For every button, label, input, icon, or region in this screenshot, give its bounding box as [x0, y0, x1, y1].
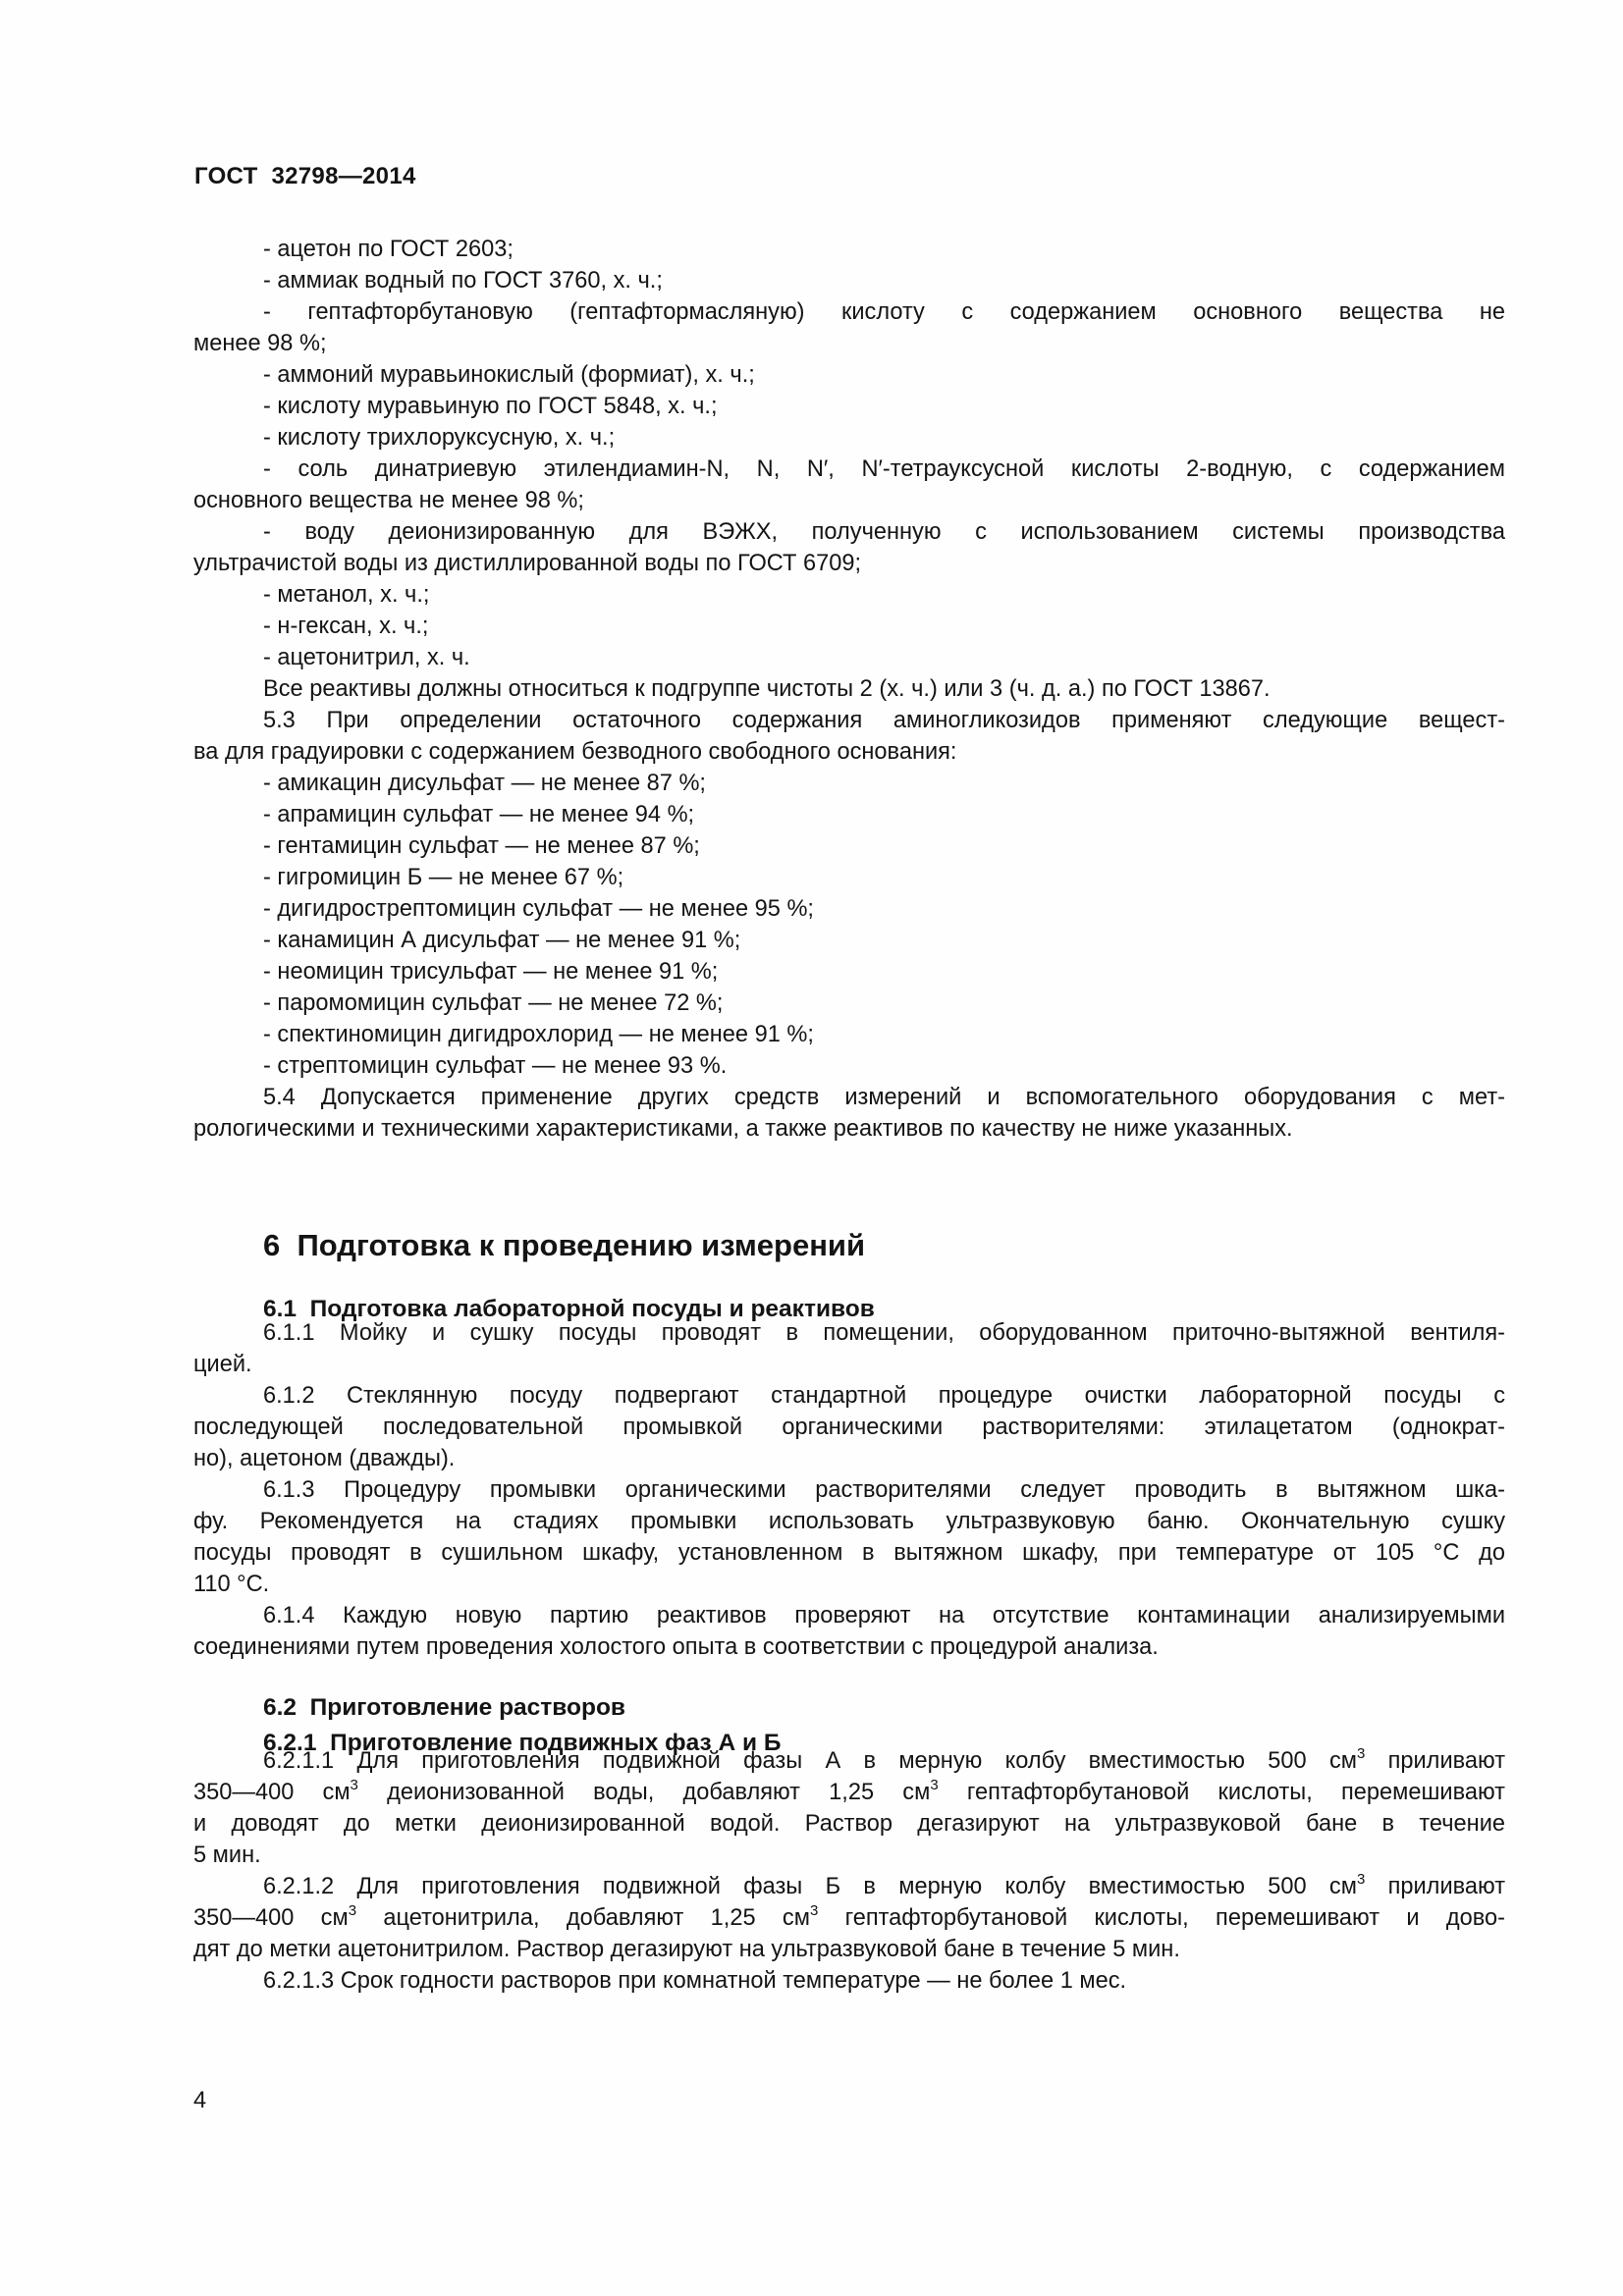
text-span: 5 мин. [193, 1842, 261, 1868]
superscript: 3 [350, 1777, 358, 1793]
text-line: - канамицин А дисульфат — не менее 91 %; [263, 928, 741, 953]
text-line [193, 1840, 1505, 1871]
text-span: 350—400 см [193, 1780, 351, 1805]
text-span: 6.2.1.1 Для приготовления подвижной фазы А в мерную колбу вместимостью 500 см [263, 1748, 1357, 1774]
text-span: приливают [1365, 1874, 1505, 1899]
text-line: ультрачистой воды из дистиллированной воды по ГОСТ 6709; [193, 551, 862, 576]
text-line [263, 1871, 1505, 1902]
subsection-heading-6-1: 6.1 Подготовка лабораторной посуды и реактивов [263, 1296, 875, 1322]
superscript: 3 [348, 1902, 357, 1919]
subsection-heading-6-2: 6.2 Приготовление растворов [263, 1694, 625, 1721]
text-line: - гигромицин Б — не менее 67 %; [263, 865, 624, 890]
text-line: - апрамицин сульфат — не менее 94 %; [263, 802, 695, 828]
text-span: ацетонитрила, добавляют 1,25 см [356, 1905, 810, 1931]
page-number: 4 [193, 2088, 207, 2113]
text-span: деионизованной воды, добавляют 1,25 см [357, 1780, 931, 1805]
text-span: 6.2.1.3 Срок годности растворов при комнатной температуре — не более 1 мес. [263, 1968, 1127, 1994]
text-line: - ацетонитрил, х. ч. [263, 645, 470, 670]
text-line: 6.1.2 Стеклянную посуду подвергают стандартной процедуре очистки лабораторной посуды с [263, 1383, 1505, 1409]
text-line: - воду деионизированную для ВЭЖХ, полученную с использованием системы производства [263, 519, 1505, 545]
text-line: - гептафторбутановую (гептафтормасляную) кислоту с содержанием основного вещества не [263, 299, 1505, 325]
text-line: - н-гексан, х. ч.; [263, 614, 429, 639]
text-line: - амикацин дисульфат — не менее 87 %; [263, 771, 706, 796]
text-line: - стрептомицин сульфат — не менее 93 %. [263, 1053, 728, 1079]
text-line: - кислоту трихлоруксусную, х. ч.; [263, 425, 616, 451]
text-line [263, 1745, 1505, 1777]
text-line: цией. [193, 1352, 252, 1377]
text-line: 6.1.4 Каждую новую партию реактивов проверяют на отсутствие контаминации анализируемыми [263, 1603, 1505, 1629]
text-span: 6.2.1.2 Для приготовления подвижной фазы Б в мерную колбу вместимостью 500 см [263, 1874, 1357, 1899]
text-line: 5.4 Допускается применение других средств измерений и вспомогательного оборудования с мет- [263, 1085, 1505, 1110]
text-span: гептафторбутановой кислоты, перемешивают и дово- [818, 1905, 1506, 1931]
text-line: основного вещества не менее 98 %; [193, 488, 584, 513]
subsection-heading-6-2-1: 6.2.1 Приготовление подвижных фаз А и Б [263, 1730, 782, 1756]
text-line [193, 1808, 1505, 1840]
text-line: фу. Рекомендуется на стадиях промывки использовать ультразвуковую баню. Окончательную сушку [193, 1509, 1505, 1534]
superscript: 3 [1356, 1745, 1366, 1762]
text-line: - дигидрострептомицин сульфат — не менее 95 %; [263, 896, 814, 922]
section-heading-6: 6 Подготовка к проведению измерений [263, 1228, 866, 1262]
text-line: 6.1.1 Мойку и сушку посуды проводят в помещении, оборудованном приточно-вытяжной вентиля- [263, 1320, 1505, 1346]
document-header-standard-id: ГОСТ 32798—2014 [194, 163, 416, 189]
text-span: 350—400 см [193, 1905, 349, 1931]
text-line: соединениями путем проведения холостого опыта в соответствии с процедурой анализа. [193, 1634, 1159, 1660]
text-line [193, 1902, 1505, 1934]
text-line: рологическими и техническими характеристиками, а также реактивов по качеству не ниже указанных. [193, 1116, 1293, 1142]
text-line [193, 1934, 1505, 1965]
text-line: - гентамицин сульфат — не менее 87 %; [263, 833, 700, 859]
text-line: но), ацетоном (дважды). [193, 1446, 456, 1471]
text-line: последующей последовательной промывкой органическими растворителями: этилацетатом (однократ- [193, 1415, 1505, 1440]
text-line [263, 1965, 1505, 1997]
text-span: дят до метки ацетонитрилом. Раствор дегазируют на ультразвуковой бане в течение 5 мин. [193, 1937, 1180, 1962]
text-line: посуды проводят в сушильном шкафу, установленном в вытяжном шкафу, при температуре от 105 °С до [193, 1540, 1505, 1566]
text-line: - соль динатриевую этилендиамин-N, N, N′, N′-тетрауксусной кислоты 2-водную, с содержанием [263, 456, 1505, 482]
text-line: - ацетон по ГОСТ 2603; [263, 237, 514, 262]
text-line: - неомицин трисульфат — не менее 91 %; [263, 959, 719, 985]
text-line: 5.3 При определении остаточного содержания аминогликозидов применяют следующие вещест- [263, 708, 1505, 733]
superscript: 3 [930, 1777, 939, 1793]
text-line: ва для градуировки с содержанием безводного свободного основания: [193, 739, 957, 765]
text-line [193, 1777, 1505, 1808]
text-line: - спектиномицин дигидрохлорид — не менее 91 %; [263, 1022, 814, 1047]
text-line: - аммиак водный по ГОСТ 3760, х. ч.; [263, 268, 663, 294]
text-line: - аммоний муравьинокислый (формиат), х. ч.; [263, 362, 755, 388]
text-line: - метанол, х. ч.; [263, 582, 430, 608]
text-span: гептафторбутановой кислоты, перемешивают [938, 1780, 1505, 1805]
text-line: 110 °С. [193, 1572, 270, 1597]
text-line: менее 98 %; [193, 331, 327, 356]
text-line: Все реактивы должны относиться к подгруппе чистоты 2 (х. ч.) или 3 (ч. д. а.) по ГОСТ 13867. [263, 676, 1271, 702]
text-line: 6.1.3 Процедуру промывки органическими растворителями следует проводить в вытяжном шка- [263, 1477, 1505, 1503]
text-span: и доводят до метки деионизированной водой. Раствор дегазируют на ультразвуковой бане в течение [193, 1811, 1505, 1837]
text-line: - паромомицин сульфат — не менее 72 %; [263, 990, 724, 1016]
text-span: приливают [1365, 1748, 1506, 1774]
superscript: 3 [1356, 1871, 1366, 1888]
text-line: - кислоту муравьиную по ГОСТ 5848, х. ч.; [263, 394, 718, 419]
superscript: 3 [809, 1902, 819, 1919]
